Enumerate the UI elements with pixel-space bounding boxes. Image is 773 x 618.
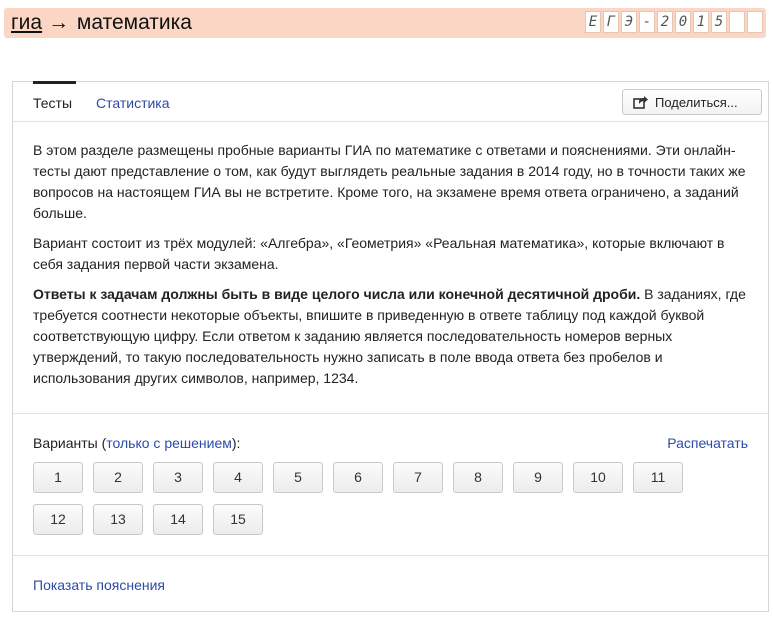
main-card: [12, 81, 769, 612]
answer-instructions: В заданиях, где требуется соотнести некоторые объекты, впишите в приведенную в ответе таблицу под каждой буквой соответствующую цифру. Если ответом к заданию является последовательность номеров верных утверждений, то такую последовательность нужно записать в поле ввода ответа без пробелов и использования других символов, например, 1234.: [33, 286, 746, 386]
breadcrumb-arrow: →: [48, 11, 70, 34]
header-bar: [4, 8, 766, 38]
share-button-label: Поделиться...: [655, 94, 738, 110]
variant-button[interactable]: 9: [513, 462, 563, 493]
variant-button[interactable]: 12: [33, 504, 83, 535]
tab-tests[interactable]: Тесты: [33, 95, 73, 111]
ege-logo: [585, 11, 763, 33]
variant-button[interactable]: 1: [33, 462, 83, 493]
ege-char-box: 2: [657, 11, 673, 33]
description-paragraph-2: Вариант состоит из трёх модулей: «Алгебра», «Геометрия» «Реальная математика», которые включают в себя задания первой части экзамена.: [33, 235, 725, 272]
variants-label: [33, 434, 240, 452]
ege-char-box: -: [639, 11, 655, 33]
variant-button[interactable]: 3: [153, 462, 203, 493]
divider: [13, 413, 768, 414]
variants-label-prefix: Варианты (: [33, 435, 107, 451]
ege-char-box: Е: [585, 11, 601, 33]
variant-button[interactable]: 11: [633, 462, 683, 493]
variant-button[interactable]: 14: [153, 504, 203, 535]
variant-button[interactable]: 5: [273, 462, 323, 493]
page-title: [11, 10, 192, 36]
tabs-bar: [13, 82, 768, 122]
variant-button[interactable]: 6: [333, 462, 383, 493]
variant-button[interactable]: 10: [573, 462, 623, 493]
answer-format-note: Ответы к задачам должны быть в виде целого числа или конечной десятичной дроби.: [33, 286, 641, 302]
print-link[interactable]: Распечатать: [667, 435, 748, 451]
tab-statistics[interactable]: Статистика: [96, 95, 170, 111]
variants-label-suffix: ):: [231, 435, 241, 451]
ege-char-box: Э: [621, 11, 637, 33]
variant-button[interactable]: 13: [93, 504, 143, 535]
variant-button[interactable]: 8: [453, 462, 503, 493]
description-paragraph-1: В этом разделе размещены пробные варианты ГИА по математике с ответами и пояснениями. Эти онлайн-тесты дают представление о том, как будут выглядеть реальные задания в 2014 году, но в точности таких же вопросов на настоящем ГИА вы не встретите. Кроме того, на экзамене время ответа ограничено, а заданий больше.: [33, 142, 746, 221]
ege-char-box: 5: [711, 11, 727, 33]
ege-char-box: 0: [675, 11, 691, 33]
share-button[interactable]: [622, 89, 762, 115]
variant-button[interactable]: 4: [213, 462, 263, 493]
variant-button[interactable]: 7: [393, 462, 443, 493]
divider: [13, 555, 768, 556]
breadcrumb-link-gia[interactable]: гиа: [11, 11, 43, 34]
only-with-solution-link[interactable]: только с решением: [106, 435, 232, 451]
description: [33, 140, 755, 398]
show-explanations-link[interactable]: Показать пояснения: [33, 577, 166, 593]
page-title-text: математика: [76, 11, 192, 34]
active-tab-indicator: [33, 81, 76, 84]
variant-button[interactable]: 2: [93, 462, 143, 493]
description-paragraph-3: [33, 284, 755, 389]
ege-char-box: [747, 11, 763, 33]
share-icon: [633, 95, 649, 109]
ege-char-box: [729, 11, 745, 33]
ege-char-box: Г: [603, 11, 619, 33]
ege-char-box: 1: [693, 11, 709, 33]
variant-button[interactable]: 15: [213, 504, 263, 535]
